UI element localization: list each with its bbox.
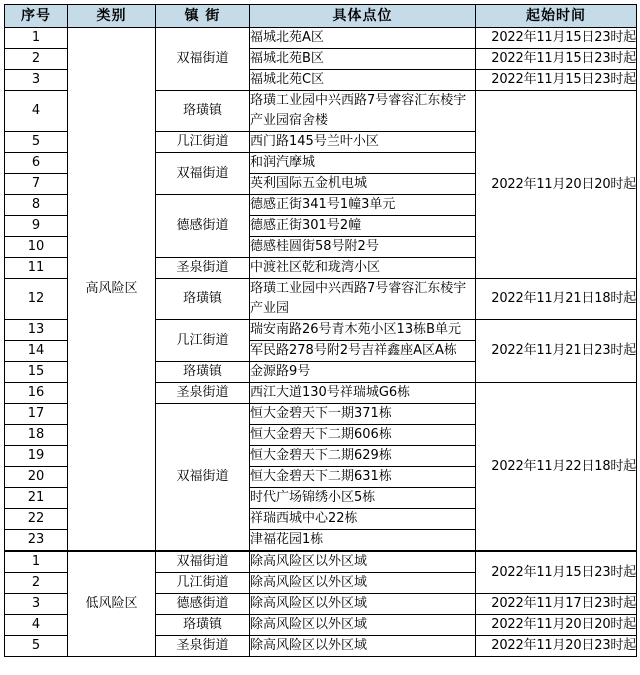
location-cell: 恒大金碧天下一期371栋	[250, 404, 476, 425]
location-cell: 恒大金碧天下二期629栋	[250, 446, 476, 467]
town-cell: 双福街道	[156, 551, 250, 573]
location-cell: 德感桂圆街58号附2号	[250, 237, 476, 258]
location-cell: 金源路9号	[250, 362, 476, 383]
location-cell: 除高风险区以外区域	[250, 573, 476, 594]
time-cell: 2022年11月21日23时起	[476, 320, 637, 383]
location-cell: 德感正街341号1幢3单元	[250, 195, 476, 216]
town-cell: 珞璜镇	[156, 279, 250, 320]
row-index: 13	[5, 320, 68, 341]
town-cell: 双福街道	[156, 28, 250, 91]
row-index: 20	[5, 467, 68, 488]
row-index: 19	[5, 446, 68, 467]
location-cell: 珞璜工业园中兴西路7号睿容汇东棱宇产业园宿舍楼	[250, 91, 476, 132]
location-cell: 瑞安南路26号青木苑小区13栋B单元	[250, 320, 476, 341]
header-index: 序号	[5, 5, 68, 28]
town-cell: 珞璜镇	[156, 91, 250, 132]
row-index: 2	[5, 49, 68, 70]
row-index: 7	[5, 174, 68, 195]
row-index: 8	[5, 195, 68, 216]
row-index: 21	[5, 488, 68, 509]
row-index: 5	[5, 636, 68, 657]
town-cell: 圣泉街道	[156, 383, 250, 404]
location-cell: 西江大道130号祥瑞城G6栋	[250, 383, 476, 404]
location-cell: 津福花园1栋	[250, 530, 476, 552]
town-cell: 德感街道	[156, 594, 250, 615]
location-cell: 福城北苑A区	[250, 28, 476, 49]
town-cell: 几江街道	[156, 320, 250, 362]
row-index: 1	[5, 551, 68, 573]
row-index: 9	[5, 216, 68, 237]
time-cell: 2022年11月17日23时起	[476, 594, 637, 615]
location-cell: 恒大金碧天下二期606栋	[250, 425, 476, 446]
location-cell: 除高风险区以外区域	[250, 615, 476, 636]
time-cell: 2022年11月15日23时起	[476, 28, 637, 49]
town-cell: 珞璜镇	[156, 615, 250, 636]
row-index: 4	[5, 615, 68, 636]
row-index: 14	[5, 341, 68, 362]
row-index: 15	[5, 362, 68, 383]
location-cell: 珞璜工业园中兴西路7号睿容汇东棱宇产业园	[250, 279, 476, 320]
row-index: 3	[5, 594, 68, 615]
row-index: 3	[5, 70, 68, 91]
row-index: 4	[5, 91, 68, 132]
town-cell: 双福街道	[156, 404, 250, 552]
town-cell: 珞璜镇	[156, 362, 250, 383]
town-cell: 几江街道	[156, 573, 250, 594]
town-cell: 几江街道	[156, 132, 250, 153]
header-location: 具体点位	[250, 5, 476, 28]
risk-area-table	[4, 4, 637, 657]
row-index: 18	[5, 425, 68, 446]
time-cell: 2022年11月22日18时起	[476, 383, 637, 552]
town-cell: 圣泉街道	[156, 636, 250, 657]
location-cell: 除高风险区以外区域	[250, 594, 476, 615]
time-cell: 2022年11月15日23时起	[476, 49, 637, 70]
time-cell: 2022年11月20日23时起	[476, 636, 637, 657]
location-cell: 中渡社区乾和珑湾小区	[250, 258, 476, 279]
time-cell: 2022年11月21日18时起	[476, 279, 637, 320]
location-cell: 德感正街301号2幢	[250, 216, 476, 237]
time-cell: 2022年11月20日20时起	[476, 615, 637, 636]
header-category: 类别	[68, 5, 156, 28]
table-row	[5, 28, 637, 49]
time-cell: 2022年11月20日20时起	[476, 91, 637, 279]
header-town: 镇 街	[156, 5, 250, 28]
location-cell: 和润汽摩城	[250, 153, 476, 174]
row-index: 2	[5, 573, 68, 594]
location-cell: 祥瑞西城中心22栋	[250, 509, 476, 530]
header-start-time: 起始时间	[476, 5, 637, 28]
time-cell: 2022年11月15日23时起	[476, 70, 637, 91]
time-cell: 2022年11月15日23时起	[476, 551, 637, 594]
location-cell: 西门路145号兰叶小区	[250, 132, 476, 153]
row-index: 23	[5, 530, 68, 552]
row-index: 6	[5, 153, 68, 174]
location-cell: 时代广场锦绣小区5栋	[250, 488, 476, 509]
row-index: 16	[5, 383, 68, 404]
location-cell: 除高风险区以外区域	[250, 551, 476, 573]
town-cell: 德感街道	[156, 195, 250, 258]
location-cell: 除高风险区以外区域	[250, 636, 476, 657]
town-cell: 双福街道	[156, 153, 250, 195]
category-low: 低风险区	[68, 551, 156, 657]
location-cell: 福城北苑B区	[250, 49, 476, 70]
location-cell: 军民路278号附2号吉祥鑫座A区A栋	[250, 341, 476, 362]
location-cell: 恒大金碧天下二期631栋	[250, 467, 476, 488]
row-index: 1	[5, 28, 68, 49]
row-index: 5	[5, 132, 68, 153]
row-index: 10	[5, 237, 68, 258]
location-cell: 英利国际五金机电城	[250, 174, 476, 195]
category-high: 高风险区	[68, 28, 156, 552]
town-cell: 圣泉街道	[156, 258, 250, 279]
row-index: 12	[5, 279, 68, 320]
row-index: 22	[5, 509, 68, 530]
row-index: 11	[5, 258, 68, 279]
header-row	[5, 5, 637, 28]
table-row	[5, 551, 637, 573]
row-index: 17	[5, 404, 68, 425]
location-cell: 福城北苑C区	[250, 70, 476, 91]
